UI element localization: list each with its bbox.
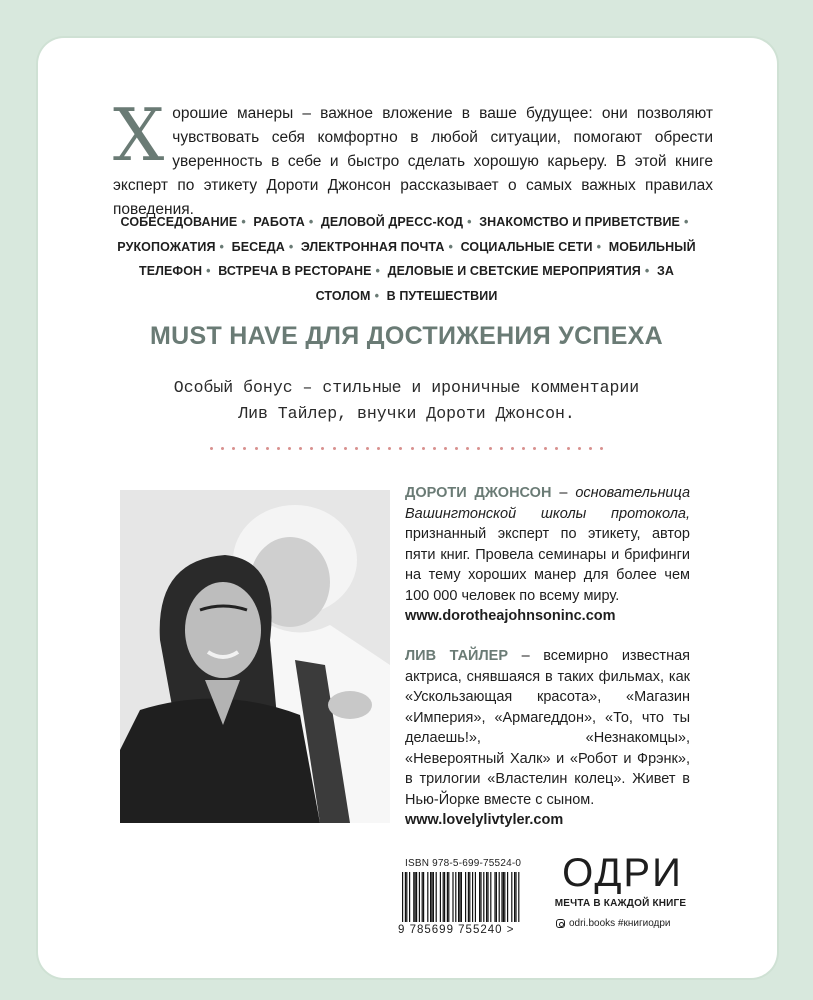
barcode-bar <box>511 872 512 922</box>
topic-item: ЭЛЕКТРОННАЯ ПОЧТА <box>300 239 445 254</box>
barcode-bar <box>475 872 476 922</box>
publisher-slogan: МЕЧТА В КАЖДОЙ КНИГЕ <box>554 898 687 909</box>
divider-dot <box>310 447 313 450</box>
topic-separator: • <box>241 215 246 229</box>
barcode-bar <box>472 872 473 922</box>
divider-dot <box>388 447 391 450</box>
divider-dot <box>299 447 302 450</box>
topic-separator: • <box>219 239 225 254</box>
author-photo <box>120 490 390 823</box>
divider-dot <box>232 447 235 450</box>
publisher-social <box>556 918 696 929</box>
divider-dot <box>377 447 380 450</box>
divider-dot <box>555 447 558 450</box>
barcode-bar <box>415 872 416 922</box>
barcode-bar <box>501 872 502 922</box>
divider-dot <box>321 447 324 450</box>
divider-dot <box>500 447 503 450</box>
barcode-bar <box>487 872 488 922</box>
bio-liv <box>405 646 690 831</box>
barcode-bar <box>422 872 423 922</box>
topic-item: РАБОТА <box>253 215 305 229</box>
divider-dot <box>477 447 480 450</box>
barcode-bar <box>409 872 410 922</box>
barcode-bar <box>499 872 500 922</box>
divider-dot <box>333 447 336 450</box>
barcode-bar <box>515 872 516 922</box>
divider-dot <box>489 447 492 450</box>
topic-item: ДЕЛОВЫЕ И СВЕТСКИЕ МЕРОПРИЯТИЯ <box>387 264 641 278</box>
divider-dot <box>433 447 436 450</box>
topic-item: РУКОПОЖАТИЯ <box>117 239 216 254</box>
bio-dorothy-name: ДОРОТИ ДЖОНСОН <box>405 485 552 501</box>
barcode-bar <box>468 872 469 922</box>
topic-separator: • <box>288 239 294 254</box>
barcode-bar <box>452 872 453 922</box>
topic-item: В ПУТЕШЕСТВИИ <box>386 288 498 303</box>
bio-dorothy <box>405 483 690 627</box>
barcode-bar <box>444 872 445 922</box>
barcode-bar <box>518 872 519 922</box>
barcode-bar <box>413 872 414 922</box>
barcode-bar <box>447 872 448 922</box>
bonus-line-1: Особый бонус – стильные и ироничные комментарии <box>173 378 640 397</box>
divider-dot <box>567 447 570 450</box>
divider-dot <box>422 447 425 450</box>
barcode-digits: 9 785699 755240 > <box>398 924 528 936</box>
drop-cap: Х <box>113 93 165 177</box>
barcode-bar <box>461 872 462 922</box>
topic-item: ДЕЛОВОЙ ДРЕСС-КОД <box>320 215 464 229</box>
bio-dorothy-url[interactable]: www.dorotheajohnsoninc.com <box>405 608 616 624</box>
divider-dot <box>210 447 213 450</box>
barcode-bar <box>504 872 505 922</box>
dotted-divider <box>210 447 603 455</box>
barcode-bar <box>406 872 407 922</box>
divider-dot <box>522 447 525 450</box>
bonus-line-2: Лив Тайлер, внучки Дороти Джонсон. <box>238 404 575 423</box>
bio-liv-text: – всемирно известная актриса, снявшаяся в таких фильмах, как «Ускользающая красота», «Магазин «Империя», «Армагеддон», «То, что ты делаешь!», «Незнакомцы», «Невероятный Халк» и «Робот и Фрэнк», в трилогии «Властелин колец». Живет в Нью-Йорке вместе с сыном. <box>405 648 690 808</box>
topic-item: БЕСЕДА <box>231 239 285 254</box>
barcode-bar <box>440 872 441 922</box>
intro-paragraph <box>113 93 713 222</box>
bio-liv-name: ЛИВ ТАЙЛЕР <box>405 648 508 664</box>
divider-dot <box>444 447 447 450</box>
barcode-bar <box>469 872 470 922</box>
topic-separator: • <box>684 215 689 229</box>
author-photo-illustration <box>120 490 390 823</box>
topic-item: МОБИЛЬНЫЙ ТЕЛЕФОН <box>138 239 696 278</box>
divider-dot <box>255 447 258 450</box>
barcode-bar <box>433 872 434 922</box>
divider-dot <box>533 447 536 450</box>
divider-dot <box>578 447 581 450</box>
barcode-bar <box>483 872 484 922</box>
barcode-bar <box>480 872 481 922</box>
topics-list <box>110 210 703 308</box>
topic-separator: • <box>374 288 380 303</box>
topic-separator: • <box>448 239 453 254</box>
barcode-bar <box>494 872 495 922</box>
topic-item: СОБЕСЕДОВАНИЕ <box>120 215 238 229</box>
barcode-bar <box>431 872 432 922</box>
barcode-bar <box>514 872 515 922</box>
divider-dot <box>600 447 603 450</box>
divider-dot <box>221 447 224 450</box>
divider-dot <box>243 447 246 450</box>
barcode-bar <box>427 872 428 922</box>
barcode-bar <box>402 872 403 922</box>
publisher-logo: ОДРИ <box>562 851 683 895</box>
intro-text: орошие манеры – важное вложение в ваше будущее: они позволяют чувствовать себя комфортно в любой ситуации, помогают обрести уверенность в себе и быстро сделать хорошую карьеру. В этой книге эксперт по этикету Дороти Джонсон рассказывает о самых важных правилах поведения. <box>113 105 713 218</box>
barcode-bar <box>459 872 460 922</box>
divider-dot <box>455 447 458 450</box>
divider-dot <box>511 447 514 450</box>
barcode-bar <box>507 872 508 922</box>
barcode-bar <box>479 872 480 922</box>
topic-item: СОЦИАЛЬНЫЕ СЕТИ <box>460 239 593 254</box>
topic-separator: • <box>375 264 381 278</box>
barcode-bar <box>503 872 504 922</box>
bio-liv-url[interactable]: www.lovelylivtyler.com <box>405 812 564 828</box>
barcode-bar <box>496 872 497 922</box>
topic-separator: • <box>467 215 472 229</box>
topic-item: ЗНАКОМСТВО И ПРИВЕТСТВИЕ <box>479 215 680 229</box>
divider-dot <box>355 447 358 450</box>
barcode-bar <box>423 872 424 922</box>
barcode-bar <box>443 872 444 922</box>
topic-separator: • <box>206 264 211 278</box>
divider-dot <box>366 447 369 450</box>
headline: MUST HAVE ДЛЯ ДОСТИЖЕНИЯ УСПЕХА <box>150 322 663 350</box>
divider-dot <box>344 447 347 450</box>
divider-dot <box>466 447 469 450</box>
barcode-bar <box>436 872 437 922</box>
barcode-bar <box>405 872 406 922</box>
bio-dorothy-role: основательница Вашингтонской школы протокола, <box>405 485 691 522</box>
publisher-social-text: odri.books #книгиодри <box>569 918 671 929</box>
divider-dot <box>411 447 414 450</box>
barcode-bar <box>416 872 417 922</box>
topic-separator: • <box>596 239 602 254</box>
barcode-bar <box>486 872 487 922</box>
divider-dot <box>399 447 402 450</box>
instagram-icon <box>556 919 565 928</box>
barcode-bar <box>465 872 466 922</box>
bonus-text <box>80 375 733 427</box>
topic-separator: • <box>308 215 314 229</box>
divider-dot <box>589 447 592 450</box>
isbn-label: ISBN 978-5-699-75524-0 <box>405 858 522 869</box>
barcode-bar <box>448 872 449 922</box>
barcode-bar <box>458 872 459 922</box>
divider-dot <box>288 447 291 450</box>
divider-dot <box>266 447 269 450</box>
topic-separator: • <box>644 264 650 278</box>
barcode-bar <box>455 872 456 922</box>
divider-dot <box>544 447 547 450</box>
barcode-bar <box>419 872 420 922</box>
bio-dorothy-dash: – <box>551 485 576 501</box>
barcode-bar <box>490 872 491 922</box>
bio-dorothy-text: признанный эксперт по этикету, автор пяти книг. Провела семинары и брифинги на тему хороших манер для более чем 100 000 человек по всему миру. <box>405 526 690 604</box>
topic-item: ЗА СТОЛОМ <box>315 264 675 303</box>
topic-item: ВСТРЕЧА В РЕСТОРАНЕ <box>218 264 372 278</box>
divider-dot <box>277 447 280 450</box>
barcode-bar <box>430 872 431 922</box>
